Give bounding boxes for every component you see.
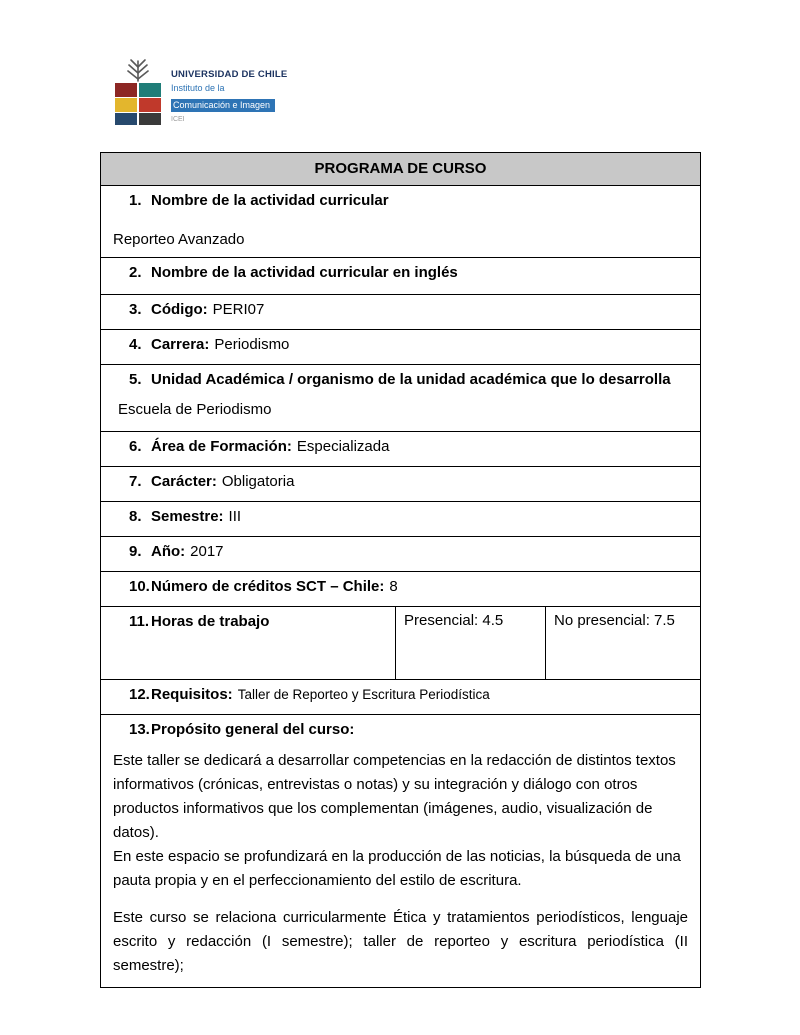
course-program-table bbox=[100, 152, 701, 988]
row-carrera bbox=[101, 330, 700, 365]
item-label: Código: bbox=[151, 301, 208, 318]
item-label: Carrera: bbox=[151, 336, 210, 353]
row-nombre-actividad-ingles bbox=[101, 258, 700, 295]
item-line bbox=[113, 191, 688, 211]
item-line bbox=[113, 437, 688, 457]
logo-institution-name: UNIVERSIDAD DE CHILE bbox=[171, 69, 288, 80]
item-number: 2. bbox=[129, 264, 142, 281]
item-label: Número de créditos SCT – Chile: bbox=[151, 578, 385, 595]
item-label: Carácter: bbox=[151, 473, 217, 490]
item-number: 1. bbox=[129, 192, 142, 209]
item-value: Periodismo bbox=[214, 336, 290, 353]
item-line bbox=[113, 507, 688, 527]
item-value: Reporteo Avanzado bbox=[113, 231, 245, 248]
row-codigo bbox=[101, 295, 700, 330]
item-label: Unidad Académica / organismo de la unidad académica que lo desarrolla bbox=[151, 371, 671, 388]
row-caracter bbox=[101, 467, 700, 502]
item-label: Horas de trabajo bbox=[151, 613, 270, 630]
row-semestre bbox=[101, 502, 700, 537]
item-value: PERI07 bbox=[212, 301, 265, 318]
item-number: 7. bbox=[129, 473, 142, 490]
university-emblem-icon bbox=[114, 56, 162, 126]
document-title: PROGRAMA DE CURSO bbox=[314, 160, 487, 177]
item-label: Año: bbox=[151, 543, 186, 560]
item-line bbox=[113, 577, 688, 597]
row-proposito-general bbox=[101, 715, 700, 987]
proposito-paragraph-3: Este curso se relaciona curricularmente Ética y tratamientos periodísticos, lenguaje escrito y redacción (I semestre); taller de reporteo y escritura periodística (II semestre); bbox=[113, 909, 688, 974]
horas-trabajo-label-cell bbox=[101, 607, 395, 679]
item-number: 11. bbox=[129, 613, 150, 630]
row-horas-trabajo bbox=[101, 607, 700, 680]
item-number: 8. bbox=[129, 508, 142, 525]
horas-presencial-cell bbox=[395, 607, 545, 679]
item-label: Nombre de la actividad curricular bbox=[151, 192, 389, 209]
item-line bbox=[113, 300, 688, 320]
row-unidad-academica bbox=[101, 365, 700, 432]
item-line bbox=[113, 612, 387, 632]
proposito-paragraph-2: En este espacio se profundizará en la producción de las noticias, la búsqueda de una pauta propia y en el perfeccionamiento del estilo de escritura. bbox=[113, 848, 681, 889]
row-creditos-sct bbox=[101, 572, 700, 607]
item-label: Área de Formación: bbox=[151, 438, 292, 455]
item-label: Propósito general del curso: bbox=[151, 721, 355, 738]
item-number: 9. bbox=[129, 543, 142, 560]
item-number: 5. bbox=[129, 371, 142, 388]
item-label: Nombre de la actividad curricular en inglés bbox=[151, 264, 458, 281]
item-number: 10. bbox=[129, 578, 150, 595]
item-line bbox=[113, 263, 688, 283]
item-line bbox=[113, 685, 688, 705]
item-value: Obligatoria bbox=[221, 473, 295, 490]
item-value: III bbox=[228, 508, 242, 525]
item-number: 4. bbox=[129, 336, 142, 353]
row-nombre-actividad bbox=[101, 186, 700, 258]
item-value: 8 bbox=[389, 578, 398, 595]
item-number: 6. bbox=[129, 438, 142, 455]
item-value: Taller de Reporteo y Escritura Periodística bbox=[237, 687, 490, 702]
item-value: Escuela de Periodismo bbox=[118, 401, 272, 418]
item-line bbox=[113, 720, 688, 740]
logo-institute-line1: Instituto de la bbox=[171, 82, 225, 93]
row-requisitos bbox=[101, 680, 700, 715]
no-presencial-value: No presencial: 7.5 bbox=[554, 612, 675, 629]
item-label: Semestre: bbox=[151, 508, 224, 525]
item-line bbox=[113, 542, 688, 562]
item-line bbox=[113, 335, 688, 355]
item-label: Requisitos: bbox=[151, 686, 233, 703]
university-logo bbox=[114, 56, 287, 126]
item-line bbox=[113, 370, 688, 390]
item-number: 12. bbox=[129, 686, 150, 703]
presencial-value: Presencial: 4.5 bbox=[404, 612, 504, 629]
row-ano bbox=[101, 537, 700, 572]
horas-no-presencial-cell bbox=[545, 607, 700, 679]
logo-acronym: ICEI bbox=[171, 116, 185, 124]
logo-institute-line2: Comunicación e Imagen bbox=[171, 99, 275, 112]
university-logo-text bbox=[171, 56, 287, 125]
item-line bbox=[113, 472, 688, 492]
item-value: 2017 bbox=[190, 543, 224, 560]
proposito-paragraph-1: Este taller se dedicará a desarrollar competencias en la redacción de distintos textos informativos (crónicas, entrevistas o notas) y su integración y diálogo con otros productos informativos que los complementan (imágenes, audio, visualización de datos). bbox=[113, 752, 676, 841]
item-number: 3. bbox=[129, 301, 142, 318]
item-value: Especializada bbox=[296, 438, 390, 455]
row-area-formacion bbox=[101, 432, 700, 467]
item-number: 13. bbox=[129, 721, 150, 738]
table-title-row bbox=[101, 153, 700, 186]
